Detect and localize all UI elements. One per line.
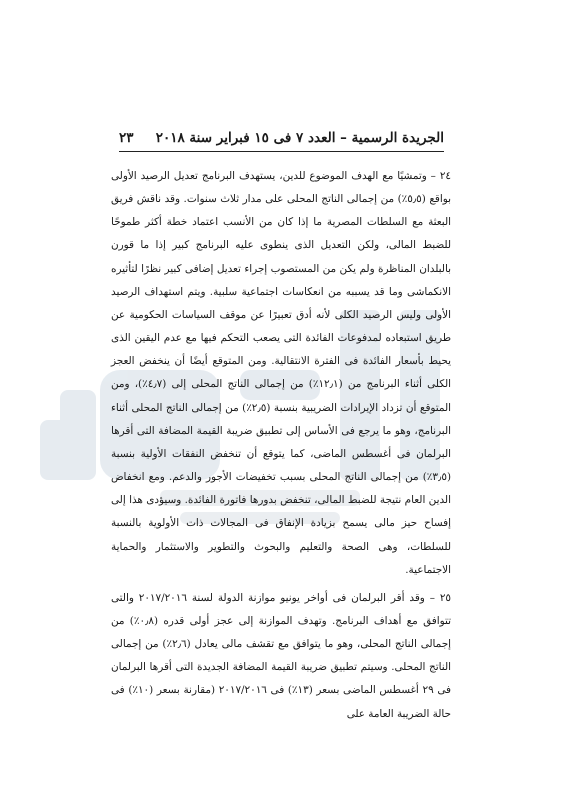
page-header [119,127,444,152]
header-title: الجريدة الرسمية – العدد ٧ فى ١٥ فبراير سنة ٢٠١٨ [155,130,444,146]
paragraph-24: ٢٤ – وتمشيًا مع الهدف الموضوع للدين، يستهدف البرنامج تعديل الرصيد الأولى بواقع (٥٫٥٪) من إجمالى الناتج المحلى على مدار ثلاث سنوات. وقد ناقش فريق البعثة مع السلطات المصرية ما إذا كان من الأنسب اعتماد خطة أكثر طموحًا للضبط المالى، ولكن التعديل الذى ينطوى عليه البرنامج كبير إذا ما قورن بالبلدان المناظرة ولم يكن من المستصوب إجراء تعديل إضافى كبير نظرًا لتأثيره الانكماشى وما قد يسببه من انعكاسات اجتماعية سلبية. ويتم استهداف الرصيد الأولى وليس الرصيد الكلى لأنه أدق تعبيرًا عن موقف السياسات الحكومية عن طريق استبعاده لمدفوعات الفائدة التى يصعب التحكم فيها مع عدم اليقين الذى يحيط بأسعار الفائدة فى الفترة الانتقالية. ومن المتوقع أيضًا أن ينخفض العجز الكلى أثناء البرنامج من (١٢٫١٪) من إجمالى الناتج المحلى إلى (٤٫٧٪)، ومن المتوقع أن تزداد الإيرادات الضريبية بنسبة (٢٫٥٪) من إجمالى الناتج المحلى أثناء البرنامج، وهو ما يرجع فى الأساس إلى تطبيق ضريبة القيمة المضافة التى أقرها البرلمان فى أغسطس الماضى، كما يتوقع أن تنخفض النفقات الأولية بنسبة (٣٫٥٪) من إجمالى الناتج المحلى بسبب تخفيضات الأجور والدعم. ومع انخفاض الدين العام نتيجة للضبط المالى، تنخفض بدورها فاتورة الفائدة. وسيؤدى هذا إلى إفساح حيز مالى يسمح بزيادة الإنفاق فى المجالات ذات الأولوية بالنسبة للسلطات، وهى الصحة والتعليم والبحوث والتطوير والاستثمار والحماية الاجتماعية. [111,170,451,576]
page-number: ٢٣ [119,130,134,146]
page-body [111,165,451,726]
paragraph-25: ٢٥ – وقد أقر البرلمان فى أواخر يونيو موازنة الدولة لسنة ٢٠١٧/٢٠١٦ والتى تتوافق مع أهداف البرنامج. وتهدف الموازنة إلى عجز أولى قدره (٠٫٨٪) من إجمالى الناتج المحلى، وهو ما يتوافق مع تقشف مالى يعادل (٢٫٦٪) من إجمالى الناتج المحلى. وسيتم تطبيق ضريبة القيمة المضافة الجديدة التى أقرها البرلمان فى ٢٩ أغسطس الماضى بسعر (١٣٪) فى ٢٠١٧/٢٠١٦ (مقارنة بسعر (١٠٪) فى حالة الضريبة العامة على [111,591,451,720]
